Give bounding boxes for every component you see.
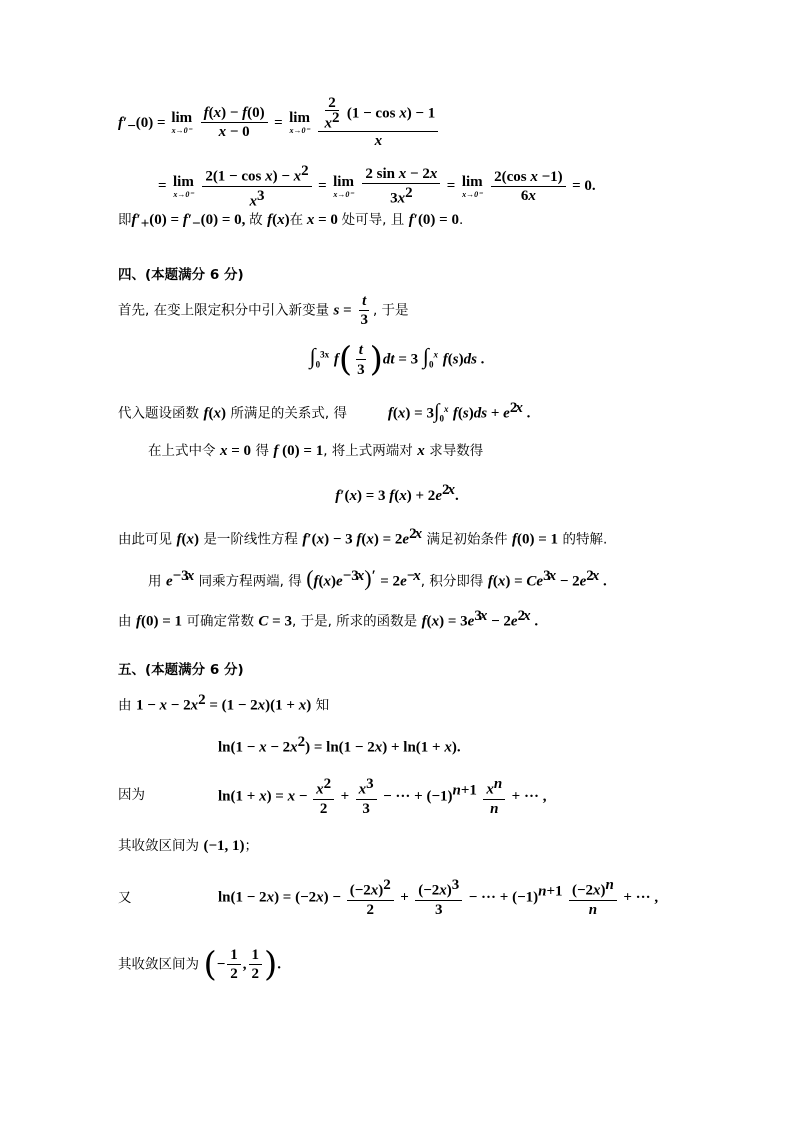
convergence-interval-1: 其收敛区间为 (−1, 1)； <box>118 838 258 854</box>
initial-condition-line: 在上式中令 x = 0 得 f (0) = 1, 将上式两端对 x 求导数得 <box>148 443 484 459</box>
differentiability-conclusion: 即$f'_+(0) = f'_-(0) = 0$, 故 f(x)在 x = 0 处可导, 且 f′(0) = 0. <box>118 212 464 232</box>
log-identity: $\ln(1 - x - 2x^2) = \ln(1 - 2x) + \ln(1 + x)$. <box>218 734 461 756</box>
left-derivative-line-1: $f'_-(0)$ = lim x→0⁻ $\frac{f(x) - f(0)}{x - 0}$ = lim x→0⁻ $\frac{2}{x^2}$ (1 − cos x) − 1 x <box>118 96 440 150</box>
differential-equation: f′(x) = 3 $f(x) + 2e^{2x}$. <box>335 482 459 504</box>
left-derivative-line-2: = lim x→0⁻ $\frac{2(1 - \cos x) - x^2}{x^3}$ = lim x→0⁻ $\frac{\text{2 sin x − 2x}}{3x^2}$ = lim x→0⁻ $\frac{\text{2(cos x −1)}}{6x}$ = 0. <box>158 163 596 210</box>
relation-line: 代入题设函数 f(x) 所满足的关系式, 得 $f(x) = 3\int_0^x$ $f(s)ds + e^{2x}$ . <box>118 400 531 424</box>
linear-equation-line: 由此可见 f(x) 是一阶线性方程 f′(x) − 3 $f(x) = 2e^{2x}$ 满足初始条件 f(0) = 1 的特解. <box>118 526 608 548</box>
integrating-factor-line: 用 $e^{-3x}$ 同乘方程两端, 得 $(f(x)e^{-3x})' = 2e^{-x}$, 积分即得 $f(x) = Ce^{3x} - 2e^{2x}$ . <box>148 565 607 591</box>
integral-substitution: $\int_0^{3x}$ f( $\frac{t}{3}$ )dt = 3 $\int_0^x$ f(s)ds . <box>309 339 485 380</box>
factorization-line: 由 $1 - x - 2x^2 = (1 - 2x)(1 + x)$ 知 <box>118 692 330 714</box>
also-label: 又 <box>118 890 132 906</box>
series-ln-1-plus-x: ln(1 + x) = x − $\frac{x^2}{2}$ + $\frac{x^3}{3}$ − ··· + $(-1)^{n+1}$ $\frac{x^n}{n}$ + ··· , <box>218 776 547 817</box>
because-label: 因为 <box>118 787 145 803</box>
section-4-intro: 首先, 在变上限定积分中引入新变量 s = $\frac{t}{3}$ , 于是 <box>118 293 409 328</box>
section-5-heading: 五、(本题满分 6 分) <box>118 662 244 678</box>
series-ln-1-minus-2x: ln(1 − 2x) = (−2x) − $\frac{(-2x)^2}{2}$ + $\frac{(-2x)^3}{3}$ − ··· + $(-1)^{n+1}$ $\frac{(-2x)^n}{n}$ + ··· , <box>218 877 659 918</box>
final-function-line: 由 f(0) = 1 可确定常数 C = 3, 于是, 所求的函数是 $f(x) = 3e^{3x} - 2e^{2x}$ . <box>118 608 539 630</box>
section-4-heading: 四、(本题满分 6 分) <box>118 267 244 283</box>
convergence-interval-2: 其收敛区间为 (− $\frac{1}{2}$ , $\frac{1}{2}$ ). <box>118 944 282 985</box>
